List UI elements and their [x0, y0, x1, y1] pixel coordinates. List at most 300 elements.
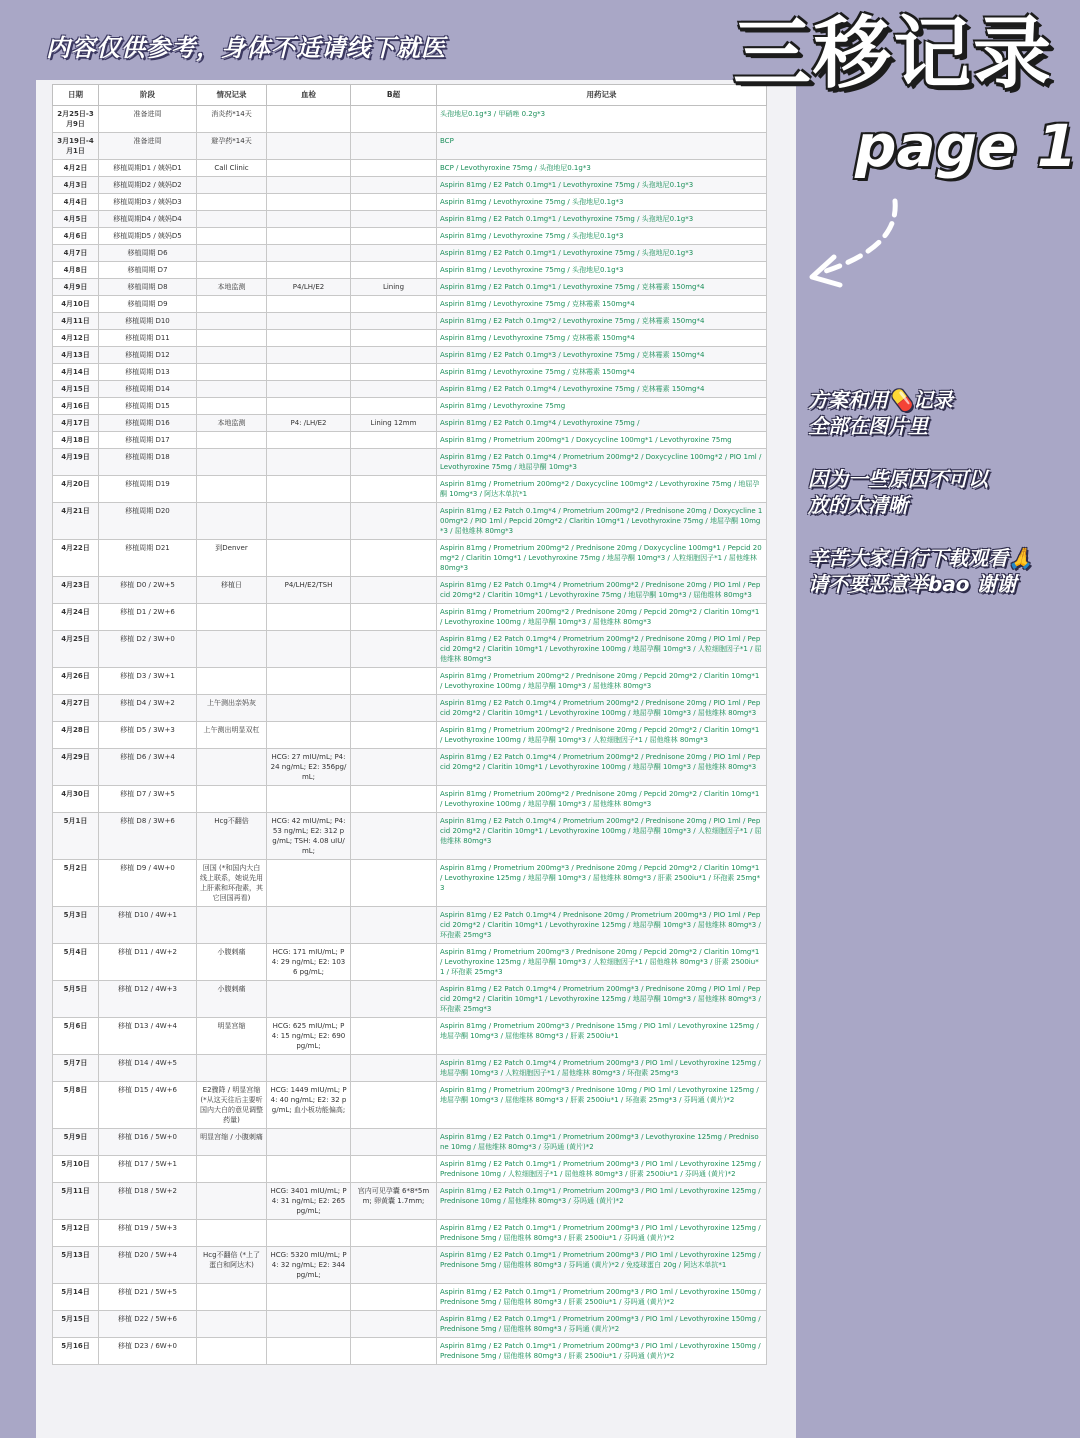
cell-medication: Aspirin 81mg / E2 Patch 0.1mg*4 / Prometrium 200mg*2 / Prednisone 20mg / PIO 1ml / Pepcid 20mg*2 / Claritin 10mg*1 / Levothyroxine 75mg / 地屈孕酮 10mg*3 / 屈他维林 80mg*3 [437, 577, 767, 604]
cell-stage: 移植 D21 / 5W+5 [99, 1284, 197, 1311]
note-download-request: 辛苦大家自行下载观看🙏 请不要恶意举bao 谢谢 [808, 546, 1033, 596]
cell-date: 5月14日 [53, 1284, 99, 1311]
cell-status [197, 786, 267, 813]
cell-stage: 移植 D6 / 3W+4 [99, 749, 197, 786]
cell-ultrasound [351, 604, 437, 631]
cell-stage: 移植 D15 / 4W+6 [99, 1082, 197, 1129]
cell-status: 移植日 [197, 577, 267, 604]
cell-status: Hcg不翻倍 (*上了蛋白和阿达木) [197, 1247, 267, 1284]
cell-blood-test [267, 381, 351, 398]
cell-medication: Aspirin 81mg / E2 Patch 0.1mg*1 / Prometrium 200mg*3 / PIO 1ml / Levothyroxine 125mg / Prednisone 10mg / 人粒细胞因子*1 / 屈他维林 80mg*3 / 肝素 2500iu*1 / 芬吗通 (黄片)*2 [437, 1156, 767, 1183]
cell-status [197, 262, 267, 279]
table-row [53, 944, 767, 981]
cell-medication: Aspirin 81mg / E2 Patch 0.1mg*1 / Prometrium 200mg*3 / PIO 1ml / Levothyroxine 150mg / Prednisone 5mg / 屈他维林 80mg*3 / 肝素 2500iu*1 / 芬吗通 (黄片)*2 [437, 1284, 767, 1311]
cell-stage: 移植 D13 / 4W+4 [99, 1018, 197, 1055]
cell-stage: 移植 D17 / 5W+1 [99, 1156, 197, 1183]
note-plan-in-images: 方案和用💊记录 全部在图片里 [808, 388, 953, 438]
cell-medication: Aspirin 81mg / E2 Patch 0.1mg*4 / Prometrium 200mg*2 / Prednisone 20mg / PIO 1ml / Pepcid 20mg*2 / Claritin 10mg*1 / Levothyroxine 100mg / 地屈孕酮 10mg*3 / 屈他维林 80mg*3 [437, 749, 767, 786]
table-row [53, 381, 767, 398]
table-row [53, 786, 767, 813]
cell-status [197, 668, 267, 695]
cell-status [197, 347, 267, 364]
table-row [53, 262, 767, 279]
table-row [53, 296, 767, 313]
cell-blood-test [267, 364, 351, 381]
cell-blood-test [267, 106, 351, 133]
cell-ultrasound [351, 722, 437, 749]
cell-blood-test [267, 228, 351, 245]
cell-blood-test [267, 1311, 351, 1338]
cell-medication: Aspirin 81mg / Levothyroxine 75mg / 头孢地尼0.1g*3 [437, 194, 767, 211]
cell-status [197, 364, 267, 381]
table-row [53, 540, 767, 577]
cell-stage: 移植周期 D11 [99, 330, 197, 347]
cell-stage: 移植 D2 / 3W+0 [99, 631, 197, 668]
cell-stage: 移植周期D5 / 姨妈D5 [99, 228, 197, 245]
cell-stage: 移植周期 D10 [99, 313, 197, 330]
cell-medication: Aspirin 81mg / E2 Patch 0.1mg*1 / Levothyroxine 75mg / 克林霉素 150mg*4 [437, 279, 767, 296]
cell-ultrasound [351, 503, 437, 540]
cell-status: Call Clinic [197, 160, 267, 177]
cell-status: Hcg不翻倍 [197, 813, 267, 860]
table-row [53, 668, 767, 695]
table-row [53, 279, 767, 296]
table-row [53, 1129, 767, 1156]
cell-medication: Aspirin 81mg / Prometrium 200mg*1 / Doxycycline 100mg*1 / Levothyroxine 75mg [437, 432, 767, 449]
cell-status: 避孕药*14天 [197, 133, 267, 160]
table-row [53, 106, 767, 133]
col-header-stage: 阶段 [99, 85, 197, 106]
cell-stage: 移植周期 D6 [99, 245, 197, 262]
table-row [53, 1311, 767, 1338]
table-header-row [53, 85, 767, 106]
cell-medication: Aspirin 81mg / Levothyroxine 75mg / 克林霉素 150mg*4 [437, 296, 767, 313]
cell-ultrasound [351, 1082, 437, 1129]
cell-status [197, 381, 267, 398]
cell-date: 5月5日 [53, 981, 99, 1018]
cell-blood-test [267, 245, 351, 262]
cell-blood-test: HCG: 42 mIU/mL; P4: 53 ng/mL; E2: 312 pg/mL; TSH: 4.08 uIU/mL; [267, 813, 351, 860]
cell-status [197, 1311, 267, 1338]
cell-status: 上午测出明显双杠 [197, 722, 267, 749]
table-row [53, 1183, 767, 1220]
cell-medication: Aspirin 81mg / Prometrium 200mg*3 / Prednisone 15mg / PIO 1ml / Levothyroxine 125mg / 地屈孕酮 10mg*3 / 屈他维林 80mg*3 / 肝素 2500iu*1 [437, 1018, 767, 1055]
cell-status: 明显宫缩 / 小腹刺痛 [197, 1129, 267, 1156]
cell-blood-test [267, 398, 351, 415]
cell-medication: Aspirin 81mg / E2 Patch 0.1mg*1 / Prometrium 200mg*3 / PIO 1ml / Levothyroxine 125mg / Prednisone 10mg / 屈他维林 80mg*3 / 芬吗通 (黄片)*2 [437, 1183, 767, 1220]
cell-stage: 移植 D9 / 4W+0 [99, 860, 197, 907]
cell-status [197, 1055, 267, 1082]
cell-medication: Aspirin 81mg / E2 Patch 0.1mg*1 / Levothyroxine 75mg / 头孢地尼0.1g*3 [437, 245, 767, 262]
table-row [53, 398, 767, 415]
cell-date: 4月15日 [53, 381, 99, 398]
cell-stage: 移植 D12 / 4W+3 [99, 981, 197, 1018]
cell-stage: 移植 D0 / 2W+5 [99, 577, 197, 604]
cell-ultrasound [351, 695, 437, 722]
note-low-resolution: 因为一些原因不可以 放的太清晰 [808, 467, 988, 517]
table-row [53, 907, 767, 944]
cell-medication: Aspirin 81mg / E2 Patch 0.1mg*4 / Prometrium 200mg*2 / Doxycycline 100mg*2 / PIO 1ml / Levothyroxine 75mg / 地屈孕酮 10mg*3 [437, 449, 767, 476]
cell-date: 4月20日 [53, 476, 99, 503]
table-row [53, 813, 767, 860]
cell-blood-test [267, 177, 351, 194]
cell-ultrasound [351, 432, 437, 449]
cell-blood-test [267, 133, 351, 160]
cell-ultrasound [351, 194, 437, 211]
cell-stage: 移植周期 D20 [99, 503, 197, 540]
cell-date: 4月7日 [53, 245, 99, 262]
table-row [53, 415, 767, 432]
cell-stage: 移植 D8 / 3W+6 [99, 813, 197, 860]
table-row [53, 432, 767, 449]
cell-medication: Aspirin 81mg / E2 Patch 0.1mg*4 / Prometrium 200mg*2 / Prednisone 20mg / PIO 1ml / Pepcid 20mg*2 / Claritin 10mg*1 / Levothyroxine 100mg / 地屈孕酮 10mg*3 / 人粒细胞因子*1 / 屈他维林 80mg*3 [437, 631, 767, 668]
cell-blood-test [267, 860, 351, 907]
cell-status: E2骤降 / 明显宫缩 (*从这天往后主要听国内大白的意见调整药量) [197, 1082, 267, 1129]
cell-ultrasound [351, 398, 437, 415]
table-row [53, 313, 767, 330]
cell-blood-test [267, 296, 351, 313]
cell-stage: 准备进周 [99, 106, 197, 133]
cell-blood-test [267, 786, 351, 813]
cell-blood-test [267, 211, 351, 228]
cell-status [197, 907, 267, 944]
cell-status: 小腹刺痛 [197, 944, 267, 981]
cell-blood-test: HCG: 171 mIU/mL; P4: 29 ng/mL; E2: 1036 pg/mL; [267, 944, 351, 981]
cell-date: 4月22日 [53, 540, 99, 577]
cell-medication: Aspirin 81mg / Levothyroxine 75mg / 头孢地尼0.1g*3 [437, 262, 767, 279]
record-sheet [36, 80, 796, 1438]
cell-ultrasound [351, 381, 437, 398]
cell-date: 4月26日 [53, 668, 99, 695]
cell-medication: Aspirin 81mg / E2 Patch 0.1mg*4 / Prednisone 20mg / Prometrium 200mg*3 / PIO 1ml / Pepcid 20mg*2 / Claritin 10mg*1 / Levothyroxine 125mg / 地屈孕酮 10mg*3 / 屈他维林 80mg*3 / 环孢素 25mg*3 [437, 907, 767, 944]
cell-blood-test: P4/LH/E2 [267, 279, 351, 296]
cell-date: 4月13日 [53, 347, 99, 364]
cell-medication: Aspirin 81mg / Levothyroxine 75mg / 克林霉素 150mg*4 [437, 364, 767, 381]
cell-status [197, 1338, 267, 1365]
cell-ultrasound: Lining [351, 279, 437, 296]
cell-blood-test: HCG: 27 mIU/mL; P4: 24 ng/mL; E2: 356pg/mL; [267, 749, 351, 786]
cell-date: 4月14日 [53, 364, 99, 381]
cell-medication: Aspirin 81mg / E2 Patch 0.1mg*4 / Prometrium 200mg*2 / Prednisone 20mg / PIO 1ml / Pepcid 20mg*2 / Claritin 10mg*1 / Levothyroxine 100mg / 地屈孕酮 10mg*3 / 屈他维林 80mg*3 [437, 695, 767, 722]
cell-medication: Aspirin 81mg / Prometrium 200mg*2 / Doxycycline 100mg*2 / Levothyroxine 75mg / 地屈孕酮 10mg*3 / 阿达木单抗*1 [437, 476, 767, 503]
cell-blood-test [267, 1055, 351, 1082]
cell-blood-test [267, 476, 351, 503]
cell-medication: Aspirin 81mg / Prometrium 200mg*2 / Prednisone 20mg / Pepcid 20mg*2 / Claritin 10mg*1 / Levothyroxine 100mg / 地屈孕酮 10mg*3 / 屈他维林 80mg*3 [437, 786, 767, 813]
cell-ultrasound [351, 449, 437, 476]
cell-ultrasound [351, 245, 437, 262]
cell-blood-test [267, 631, 351, 668]
cell-ultrasound [351, 540, 437, 577]
cell-stage: 移植 D1 / 2W+6 [99, 604, 197, 631]
cell-medication: Aspirin 81mg / E2 Patch 0.1mg*4 / Levothyroxine 75mg / [437, 415, 767, 432]
cell-blood-test [267, 194, 351, 211]
cell-blood-test [267, 540, 351, 577]
cell-blood-test [267, 1284, 351, 1311]
cell-ultrasound: 宫内可见孕囊 6*8*5mm; 卵黄囊 1.7mm; [351, 1183, 437, 1220]
cell-blood-test [267, 722, 351, 749]
table-body [53, 106, 767, 1365]
table-row [53, 347, 767, 364]
cell-date: 5月2日 [53, 860, 99, 907]
cell-date: 4月10日 [53, 296, 99, 313]
table-row [53, 1018, 767, 1055]
cell-status [197, 476, 267, 503]
cell-date: 5月9日 [53, 1129, 99, 1156]
cell-stage: 移植 D11 / 4W+2 [99, 944, 197, 981]
cell-date: 5月6日 [53, 1018, 99, 1055]
cell-stage: 移植 D3 / 3W+1 [99, 668, 197, 695]
cell-status: 小腹刺痛 [197, 981, 267, 1018]
cell-stage: 移植周期D1 / 姨妈D1 [99, 160, 197, 177]
cell-blood-test: HCG: 3401 mIU/mL; P4: 31 ng/mL; E2: 265 pg/mL; [267, 1183, 351, 1220]
cell-status: 到Denver [197, 540, 267, 577]
cell-stage: 移植周期 D12 [99, 347, 197, 364]
cell-medication: Aspirin 81mg / E2 Patch 0.1mg*1 / Prometrium 200mg*3 / PIO 1ml / Levothyroxine 150mg / Prednisone 5mg / 屈他维林 80mg*3 / 芬吗通 (黄片)*2 [437, 1311, 767, 1338]
cell-stage: 移植周期D2 / 姨妈D2 [99, 177, 197, 194]
cell-date: 4月6日 [53, 228, 99, 245]
col-header-status: 情况记录 [197, 85, 267, 106]
cell-blood-test [267, 1156, 351, 1183]
table-row [53, 1247, 767, 1284]
cell-medication: Aspirin 81mg / E2 Patch 0.1mg*4 / Prometrium 200mg*3 / PIO 1ml / Levothyroxine 125mg / 地屈孕酮 10mg*3 / 人粒细胞因子*1 / 屈他维林 80mg*3 / 环孢素 25mg*3 [437, 1055, 767, 1082]
arrow-icon [800, 195, 910, 305]
cell-stage: 移植 D22 / 5W+6 [99, 1311, 197, 1338]
table-row [53, 449, 767, 476]
cell-medication: Aspirin 81mg / E2 Patch 0.1mg*1 / Levothyroxine 75mg / 头孢地尼0.1g*3 [437, 177, 767, 194]
cell-ultrasound [351, 813, 437, 860]
table-row [53, 577, 767, 604]
cell-medication: Aspirin 81mg / E2 Patch 0.1mg*4 / Prometrium 200mg*2 / Prednisone 20mg / PIO 1ml / Pepcid 20mg*2 / Claritin 10mg*1 / Levothyroxine 100mg / 地屈孕酮 10mg*3 / 人粒细胞因子*1 / 屈他维林 80mg*3 [437, 813, 767, 860]
table-row [53, 364, 767, 381]
cell-ultrasound [351, 296, 437, 313]
cell-blood-test [267, 1220, 351, 1247]
cell-blood-test [267, 1129, 351, 1156]
cell-date: 5月3日 [53, 907, 99, 944]
cell-stage: 移植 D7 / 3W+5 [99, 786, 197, 813]
cell-date: 5月13日 [53, 1247, 99, 1284]
cell-ultrasound [351, 1311, 437, 1338]
cell-blood-test [267, 330, 351, 347]
cell-ultrasound [351, 228, 437, 245]
cell-date: 5月1日 [53, 813, 99, 860]
cell-blood-test [267, 313, 351, 330]
cell-stage: 移植周期D4 / 姨妈D4 [99, 211, 197, 228]
cell-ultrasound [351, 177, 437, 194]
cell-blood-test: HCG: 1449 mIU/mL; P4: 40 ng/mL; E2: 32 pg/mL; 血小板功能偏高; [267, 1082, 351, 1129]
cell-medication: BCP [437, 133, 767, 160]
table-row [53, 722, 767, 749]
cell-date: 5月7日 [53, 1055, 99, 1082]
cell-blood-test [267, 907, 351, 944]
table-row [53, 245, 767, 262]
cell-date: 4月29日 [53, 749, 99, 786]
cell-date: 4月4日 [53, 194, 99, 211]
cell-date: 4月25日 [53, 631, 99, 668]
cell-stage: 准备进周 [99, 133, 197, 160]
cell-medication: Aspirin 81mg / Prometrium 200mg*3 / Prednisone 20mg / Pepcid 20mg*2 / Claritin 10mg*1 / Levothyroxine 125mg / 地屈孕酮 10mg*3 / 屈他维林 80mg*3 / 肝素 2500iu*1 / 环孢素 25mg*3 [437, 860, 767, 907]
cell-ultrasound [351, 577, 437, 604]
cell-stage: 移植 D10 / 4W+1 [99, 907, 197, 944]
cell-stage: 移植 D20 / 5W+4 [99, 1247, 197, 1284]
cell-ultrasound [351, 944, 437, 981]
cell-ultrasound [351, 668, 437, 695]
cell-status [197, 245, 267, 262]
cell-date: 5月11日 [53, 1183, 99, 1220]
col-header-medication: 用药记录 [437, 85, 767, 106]
cell-ultrasound [351, 1018, 437, 1055]
cell-blood-test [267, 449, 351, 476]
cell-ultrasound [351, 133, 437, 160]
table-row [53, 1338, 767, 1365]
cell-status [197, 1183, 267, 1220]
cell-blood-test: HCG: 625 mIU/mL; P4: 15 ng/mL; E2: 690 pg/mL; [267, 1018, 351, 1055]
cell-ultrasound [351, 631, 437, 668]
cell-status [197, 194, 267, 211]
table-row [53, 860, 767, 907]
cell-medication: Aspirin 81mg / Levothyroxine 75mg / 头孢地尼0.1g*3 [437, 228, 767, 245]
cell-medication: Aspirin 81mg / E2 Patch 0.1mg*1 / Prometrium 200mg*3 / PIO 1ml / Levothyroxine 150mg / Prednisone 5mg / 屈他维林 80mg*3 / 肝素 2500iu*1 / 芬吗通 (黄片)*2 [437, 1338, 767, 1365]
cell-date: 4月2日 [53, 160, 99, 177]
cell-stage: 移植周期 D19 [99, 476, 197, 503]
cell-date: 4月27日 [53, 695, 99, 722]
cell-date: 5月4日 [53, 944, 99, 981]
cell-medication: Aspirin 81mg / E2 Patch 0.1mg*2 / Levothyroxine 75mg / 克林霉素 150mg*4 [437, 313, 767, 330]
cell-ultrasound [351, 1220, 437, 1247]
table-row [53, 194, 767, 211]
cell-status [197, 177, 267, 194]
table-row [53, 503, 767, 540]
cell-blood-test: HCG: 5320 mIU/mL; P4: 32 ng/mL; E2: 344 pg/mL; [267, 1247, 351, 1284]
disclaimer-banner: 内容仅供参考，身体不适请线下就医 [46, 34, 446, 62]
cell-medication: BCP / Levothyroxine 75mg / 头孢地尼0.1g*3 [437, 160, 767, 177]
col-header-ultrasound: B超 [351, 85, 437, 106]
table-row [53, 981, 767, 1018]
cell-stage: 移植周期 D16 [99, 415, 197, 432]
cell-stage: 移植 D23 / 6W+0 [99, 1338, 197, 1365]
cell-medication: Aspirin 81mg / E2 Patch 0.1mg*4 / Prometrium 200mg*3 / Prednisone 20mg / PIO 1ml / Pepcid 20mg*2 / Claritin 10mg*1 / Levothyroxine 125mg / 地屈孕酮 10mg*3 / 屈他维林 80mg*3 / 环孢素 25mg*3 [437, 981, 767, 1018]
table-row [53, 695, 767, 722]
cell-stage: 移植 D4 / 3W+2 [99, 695, 197, 722]
cell-status [197, 330, 267, 347]
cell-status: 上午测出亲妈灰 [197, 695, 267, 722]
col-header-date: 日期 [53, 85, 99, 106]
cell-date: 4月11日 [53, 313, 99, 330]
cell-stage: 移植 D18 / 5W+2 [99, 1183, 197, 1220]
cell-ultrasound [351, 1338, 437, 1365]
col-header-blood-test: 血检 [267, 85, 351, 106]
table-row [53, 749, 767, 786]
cell-ultrasound [351, 907, 437, 944]
cell-date: 4月30日 [53, 786, 99, 813]
cell-blood-test [267, 981, 351, 1018]
cell-date: 5月8日 [53, 1082, 99, 1129]
page-number-label: page 1 [855, 112, 1078, 180]
cell-status [197, 1284, 267, 1311]
cell-status [197, 1220, 267, 1247]
table-row [53, 211, 767, 228]
cell-date: 4月9日 [53, 279, 99, 296]
table-row [53, 1220, 767, 1247]
medication-log-table [52, 84, 767, 1365]
cell-medication: Aspirin 81mg / Prometrium 200mg*2 / Prednisone 20mg / Pepcid 20mg*2 / Claritin 10mg*1 / Levothyroxine 100mg / 地屈孕酮 10mg*3 / 屈他维林 80mg*3 [437, 604, 767, 631]
cell-date: 4月8日 [53, 262, 99, 279]
cell-medication: Aspirin 81mg / E2 Patch 0.1mg*4 / Prometrium 200mg*2 / Prednisone 20mg / Doxycycline 100mg*2 / PIO 1ml / Pepcid 20mg*2 / Claritin 10mg*1 / Levothyroxine 75mg / 地屈孕酮 10mg*3 / 屈他维林 80mg*3 [437, 503, 767, 540]
table-row [53, 1082, 767, 1129]
cell-ultrasound [351, 1247, 437, 1284]
cell-medication: Aspirin 81mg / Levothyroxine 75mg / 克林霉素 150mg*4 [437, 330, 767, 347]
table-row [53, 1055, 767, 1082]
cell-ultrasound [351, 1156, 437, 1183]
cell-medication: Aspirin 81mg / E2 Patch 0.1mg*1 / Prometrium 200mg*3 / PIO 1ml / Levothyroxine 125mg / Prednisone 5mg / 屈他维林 80mg*3 / 芬吗通 (黄片)*2 / 免疫球蛋白 20g / 阿达木单抗*1 [437, 1247, 767, 1284]
cell-date: 4月12日 [53, 330, 99, 347]
cell-stage: 移植周期 D18 [99, 449, 197, 476]
cell-blood-test [267, 432, 351, 449]
cell-status [197, 449, 267, 476]
cell-medication: Aspirin 81mg / E2 Patch 0.1mg*1 / Prometrium 200mg*3 / Levothyroxine 125mg / Prednisone 10mg / 屈他维林 80mg*3 / 芬吗通 (黄片)*2 [437, 1129, 767, 1156]
cell-medication: Aspirin 81mg / Prometrium 200mg*3 / Prednisone 20mg / Pepcid 20mg*2 / Claritin 10mg*1 / Levothyroxine 125mg / 地屈孕酮 10mg*3 / 人粒细胞因子*1 / 屈他维林 80mg*3 / 肝素 2500iu*1 / 环孢素 25mg*3 [437, 944, 767, 981]
cell-ultrasound [351, 476, 437, 503]
cell-stage: 移植 D16 / 5W+0 [99, 1129, 197, 1156]
cell-ultrasound [351, 313, 437, 330]
cell-medication: Aspirin 81mg / Prometrium 200mg*2 / Prednisone 20mg / Pepcid 20mg*2 / Claritin 10mg*1 / Levothyroxine 100mg / 地屈孕酮 10mg*3 / 人粒细胞因子*1 / 屈他维林 80mg*3 [437, 722, 767, 749]
cell-ultrasound [351, 106, 437, 133]
cell-stage: 移植周期 D21 [99, 540, 197, 577]
table-row [53, 133, 767, 160]
cell-stage: 移植周期 D13 [99, 364, 197, 381]
cell-ultrasound [351, 1055, 437, 1082]
cell-blood-test [267, 347, 351, 364]
table-row [53, 631, 767, 668]
cell-blood-test [267, 668, 351, 695]
cell-date: 4月24日 [53, 604, 99, 631]
cell-stage: 移植周期D3 / 姨妈D3 [99, 194, 197, 211]
cell-stage: 移植 D5 / 3W+3 [99, 722, 197, 749]
cell-stage: 移植 D14 / 4W+5 [99, 1055, 197, 1082]
table-row [53, 228, 767, 245]
cell-date: 3月19日-4月1日 [53, 133, 99, 160]
cell-blood-test [267, 604, 351, 631]
cell-status: 消炎药*14天 [197, 106, 267, 133]
table-row [53, 476, 767, 503]
cell-medication: Aspirin 81mg / E2 Patch 0.1mg*3 / Levothyroxine 75mg / 克林霉素 150mg*4 [437, 347, 767, 364]
cell-blood-test [267, 160, 351, 177]
table-row [53, 160, 767, 177]
cell-stage: 移植 D19 / 5W+3 [99, 1220, 197, 1247]
table-row [53, 177, 767, 194]
cell-date: 4月21日 [53, 503, 99, 540]
cell-date: 4月17日 [53, 415, 99, 432]
cell-date: 4月16日 [53, 398, 99, 415]
cell-medication: Aspirin 81mg / Levothyroxine 75mg [437, 398, 767, 415]
table-row [53, 330, 767, 347]
cell-medication: Aspirin 81mg / E2 Patch 0.1mg*1 / Prometrium 200mg*3 / PIO 1ml / Levothyroxine 125mg / Prednisone 5mg / 屈他维林 80mg*3 / 肝素 2500iu*1 / 芬吗通 (黄片)*2 [437, 1220, 767, 1247]
cell-date: 5月16日 [53, 1338, 99, 1365]
cell-ultrasound [351, 262, 437, 279]
cell-medication: Aspirin 81mg / Prometrium 200mg*2 / Prednisone 20mg / Pepcid 20mg*2 / Claritin 10mg*1 / Levothyroxine 100mg / 地屈孕酮 10mg*3 / 屈他维林 80mg*3 [437, 668, 767, 695]
cell-status [197, 228, 267, 245]
cell-blood-test: P4/LH/E2/TSH [267, 577, 351, 604]
cell-status: 回国 (*和国内大白线上联系，她说先用上肝素和环孢素，其它回国再看) [197, 860, 267, 907]
cell-status [197, 398, 267, 415]
cell-stage: 移植周期 D17 [99, 432, 197, 449]
table-row [53, 1284, 767, 1311]
cell-medication: Aspirin 81mg / E2 Patch 0.1mg*4 / Levothyroxine 75mg / 克林霉素 150mg*4 [437, 381, 767, 398]
cell-ultrasound [351, 211, 437, 228]
cell-blood-test [267, 262, 351, 279]
cell-blood-test [267, 503, 351, 540]
cell-stage: 移植周期 D8 [99, 279, 197, 296]
cell-status [197, 749, 267, 786]
